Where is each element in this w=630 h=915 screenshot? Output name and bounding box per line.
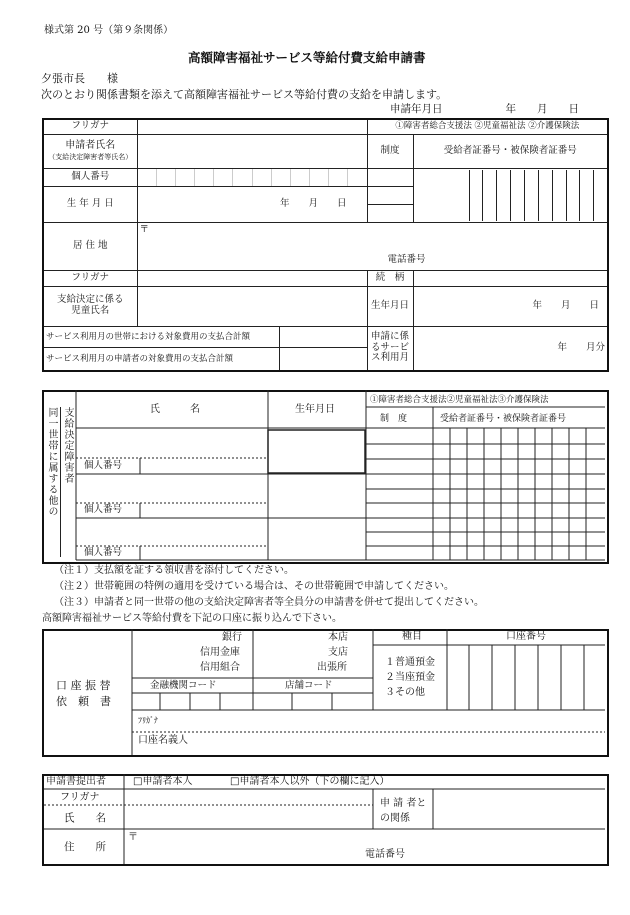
submitter-postal: 〒 [128, 832, 138, 843]
submitter-opt-self[interactable]: □申請者本人 [133, 776, 193, 787]
household-total-text: サービス利用月の世帯における対象費用の支払合計額 [44, 327, 280, 347]
usage-month-label: 申請に係るサービス利用月 [367, 326, 413, 371]
note-2: （注２）世帯範囲の特例の適用を受けている場合は、その世帯範囲で申請してください。 [54, 581, 454, 592]
account-no-label: 口座番号 [506, 631, 546, 642]
child-name-field[interactable] [137, 286, 367, 326]
branch-code-label: 店舗コード [285, 680, 333, 691]
form-title: 高額障害福祉サービス等給付費支給申請書 [188, 50, 426, 65]
law-options: ①障害者総合支援法 ②児童福祉法 ②介護保険法 [367, 119, 608, 134]
applicant-name-label [43, 134, 137, 168]
child-birth-field[interactable] [413, 286, 608, 326]
type-3[interactable]: ３その他 [385, 687, 425, 698]
household-system-header: 制 度 [380, 414, 408, 424]
bank-section [42, 629, 609, 757]
holder-label: 口座名義人 [138, 735, 188, 746]
head-opt: 本店 [328, 632, 348, 643]
mynumber-label: 個人番号 [43, 168, 137, 186]
type-1[interactable]: １普通預金 [385, 657, 435, 668]
submitter-relation-label: 申 請 者との関係 [380, 798, 427, 824]
household-mynumber-3: 個人番号 [84, 547, 123, 558]
holder-kana-label: ﾌﾘｶﾞﾅ [138, 716, 158, 725]
furigana-field[interactable] [137, 119, 367, 134]
note-3: （注３）申請者と同一世帯の他の支給決定障害者等全員分の申請書を併せて提出してください。 [54, 597, 484, 608]
submitter-address-label: 住 所 [64, 841, 106, 853]
cert-number-grid[interactable] [413, 168, 608, 222]
birth-label: 生 年 月 日 [43, 186, 137, 222]
household-name-header: 氏 名 [150, 404, 200, 415]
branch-opt: 支店 [328, 647, 348, 658]
household-side-text: 同一世帯に属する他の [46, 407, 57, 517]
postal-mark: 〒 [139, 223, 150, 235]
bank-opt: 銀行 [222, 632, 242, 643]
bank-label-1: 口 座 振 替 [56, 679, 111, 692]
application-date: 申請年月日 年 月 日 [390, 103, 579, 115]
household-mynumber-1: 個人番号 [84, 460, 123, 471]
type-2[interactable]: ２当座預金 [385, 672, 435, 683]
applicant-total-text: サービス利用月の申請者の対象費用の支払合計額 [44, 348, 280, 370]
phone-label: 電話番号 [387, 253, 426, 265]
mynumber-field[interactable] [137, 168, 367, 186]
submitter-opt-other[interactable]: □申請者本人以外（下の欄に記入） [230, 776, 390, 787]
child-furigana-field[interactable] [137, 270, 367, 286]
relation-label: 続 柄 [367, 270, 413, 286]
submitter-section [42, 774, 609, 866]
applicant-total-label [43, 347, 367, 371]
applicant-name-field[interactable] [137, 134, 367, 168]
system-field[interactable] [367, 168, 413, 222]
household-side-text2: 支給決定障害者 [62, 407, 73, 484]
child-birth-label: 生年月日 [367, 286, 413, 326]
bank-label-2: 依 頼 書 [56, 695, 111, 708]
submitter-furigana-label: フリガナ [60, 792, 100, 803]
submitter-label: 申請書提出者 [46, 776, 106, 787]
household-cert-header: 受給者証番号・被保険者証番号 [440, 414, 567, 424]
relation-field[interactable] [413, 270, 608, 286]
office-opt: 出張所 [317, 662, 347, 673]
mynumber-boxes [138, 169, 367, 186]
cert-label: 受給者証番号・被保険者証番号 [413, 134, 608, 168]
furigana-label: フリガナ [43, 119, 137, 134]
applicant-name-note: （支給決定障害者等氏名） [48, 152, 133, 161]
intro-text: 次のとおり関係書類を添えて高額障害福祉サービス等給付費の支給を申請します。 [41, 88, 448, 101]
household-side-label2 [60, 407, 76, 517]
form-number: 様式第 20 号（第９条関係） [44, 25, 174, 36]
applicant-table [42, 118, 609, 372]
birth-field[interactable] [137, 186, 367, 222]
usage-month-value: 年 月分 [557, 341, 606, 353]
child-name-label: 支給決定に係る児童氏名 [43, 286, 137, 326]
address-field[interactable] [137, 222, 608, 270]
transfer-intro: 高額障害福祉サービス等給付費を下記の口座に振り込んで下さい。 [42, 613, 342, 624]
addressee: 夕張市長 様 [41, 72, 118, 85]
usage-month-field[interactable] [413, 326, 608, 371]
child-furigana-label: フリガナ [43, 270, 137, 286]
submitter-name-label: 氏 名 [64, 812, 106, 824]
note-1: （注１）支払額を証する領収書を添付してください。 [54, 565, 294, 576]
bank-code-label: 金融機関コード [150, 680, 217, 691]
household-total-label [43, 326, 367, 347]
child-birth-value: 年 月 日 [532, 299, 600, 311]
credit-opt: 信用金庫 [200, 647, 240, 658]
system-label: 制度 [367, 134, 413, 168]
applicant-name-text: 申請者氏名 [65, 139, 116, 151]
household-birth-header: 生年月日 [295, 404, 335, 415]
submitter-phone-label: 電話番号 [365, 849, 405, 860]
union-opt: 信用組合 [200, 662, 240, 673]
household-mynumber-2: 個人番号 [84, 504, 123, 515]
household-side-label [44, 407, 61, 557]
address-label: 居 住 地 [43, 222, 137, 270]
birth-value: 年 月 日 [279, 197, 347, 209]
household-law-header: ①障害者総合支援法②児童福祉法③介護保険法 [370, 395, 549, 405]
type-label: 種目 [402, 631, 422, 642]
